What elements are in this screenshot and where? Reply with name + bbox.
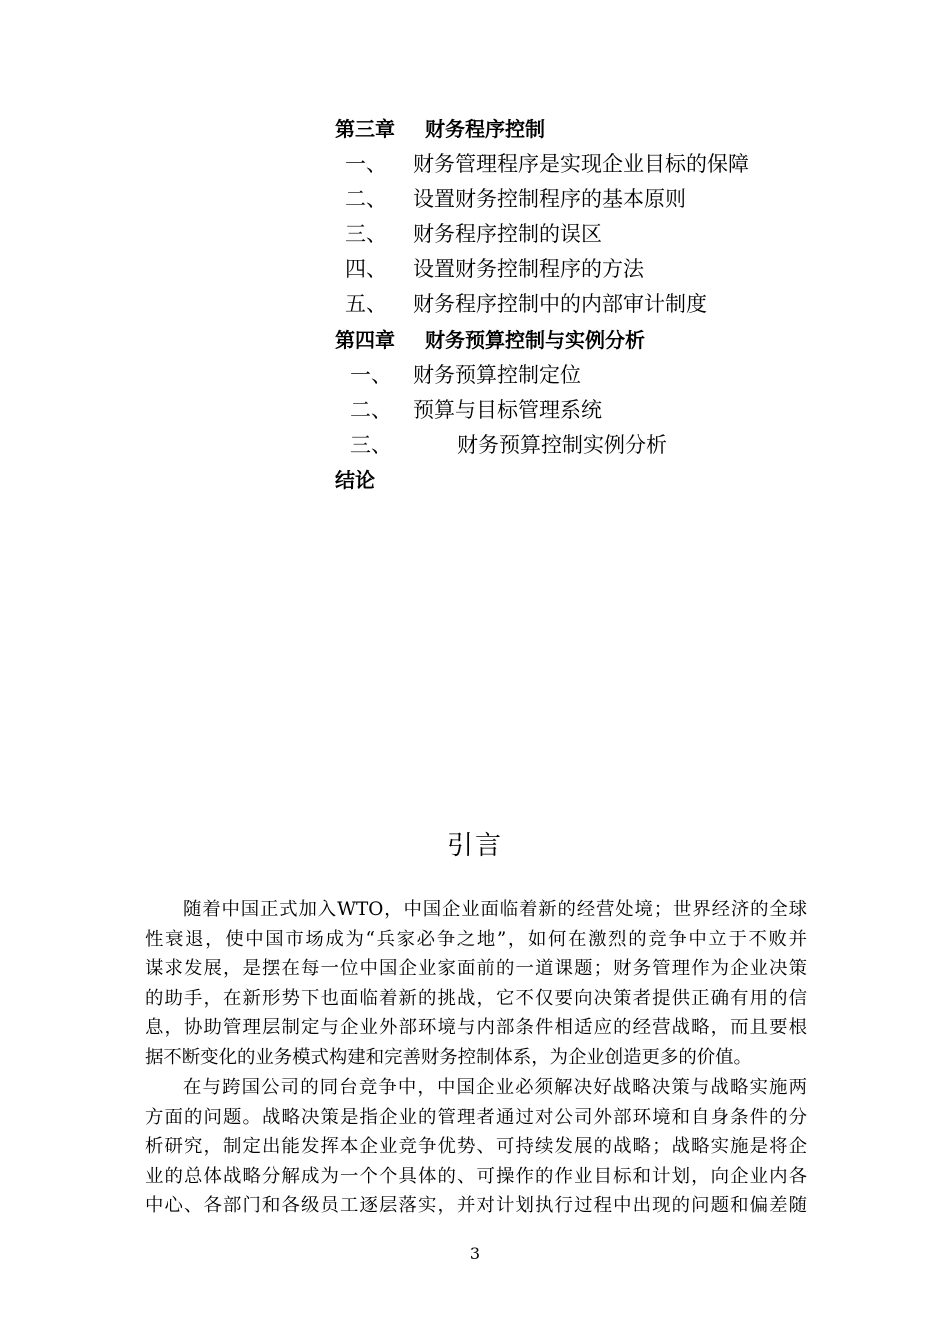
paragraph-line: 析研究，制定出能发挥本企业竞争优势、可持续发展的战略；战略实施是将企 [145, 1136, 807, 1158]
intro-paragraph-2 [145, 1073, 807, 1221]
paragraph-line: 随着中国正式加入WTO，中国企业面临着新的经营处境；世界经济的全球 [183, 899, 807, 920]
paragraph-line: 业的总体战略分解成为一个个具体的、可操作的作业目标和计划，向企业内各 [145, 1165, 807, 1187]
toc-chapter-heading [335, 326, 645, 354]
paragraph-line: 的助手，在新形势下也面临着新的挑战，它不仅要向决策者提供正确有用的信 [145, 987, 807, 1009]
conclusion-label: 结论 [335, 468, 375, 492]
toc-item [345, 290, 707, 318]
toc-item-title: 财务预算控制定位 [413, 363, 581, 387]
paragraph-line: 中心、各部门和各级员工逐层落实，并对计划执行过程中出现的问题和偏差随 [145, 1195, 807, 1217]
toc-item-title: 财务程序控制的误区 [413, 222, 602, 246]
toc-item [345, 255, 644, 283]
toc-item [345, 185, 686, 213]
toc-item [345, 220, 602, 248]
toc-item-title: 设置财务控制程序的方法 [413, 257, 644, 281]
toc-item [350, 361, 581, 389]
page-number: 3 [469, 1244, 481, 1263]
chapter-label: 第三章 [335, 117, 395, 141]
chapter-label: 第四章 [335, 328, 395, 352]
toc-item-number: 二、 [350, 398, 392, 422]
paragraph-line: 据不断变化的业务模式构建和完善财务控制体系，为企业创造更多的价值。 [145, 1046, 752, 1068]
toc-item-number: 三、 [345, 222, 387, 246]
paragraph-line: 谋求发展，是摆在每一位中国企业家面前的一道课题；财务管理作为企业决策 [145, 958, 807, 980]
intro-heading: 引言 [446, 831, 503, 861]
toc-item-title: 财务预算控制实例分析 [457, 433, 667, 457]
toc-item [345, 150, 749, 178]
toc-item-number: 一、 [345, 152, 387, 176]
toc-item-title: 财务程序控制中的内部审计制度 [413, 292, 707, 316]
toc-item [350, 396, 602, 424]
toc-item-title: 财务管理程序是实现企业目标的保障 [413, 152, 749, 176]
paragraph-line: 在与跨国公司的同台竞争中，中国企业必须解决好战略决策与战略实施两 [183, 1077, 807, 1098]
chapter-title: 财务程序控制 [425, 117, 545, 141]
toc-item-title: 设置财务控制程序的基本原则 [413, 187, 686, 211]
chapter-title: 财务预算控制与实例分析 [425, 328, 645, 352]
toc-conclusion [335, 466, 375, 494]
toc-item-number: 五、 [345, 292, 387, 316]
toc-item-number: 一、 [350, 363, 392, 387]
paragraph-line: 方面的问题。战略决策是指企业的管理者通过对公司外部环境和自身条件的分 [145, 1106, 807, 1128]
toc-chapter-heading [335, 115, 545, 143]
toc-item-number: 二、 [345, 187, 387, 211]
toc-item-number: 四、 [345, 257, 387, 281]
paragraph-line: 息，协助管理层制定与企业外部环境与内部条件相适应的经营战略，而且要根 [145, 1017, 807, 1039]
paragraph-line: 性衰退，使中国市场成为“兵家必争之地”，如何在激烈的竞争中立于不败并 [145, 928, 807, 950]
toc-item-title: 预算与目标管理系统 [413, 398, 602, 422]
toc-item [350, 431, 667, 459]
intro-paragraph-1 [145, 895, 807, 1073]
toc-item-number: 三、 [350, 433, 392, 457]
